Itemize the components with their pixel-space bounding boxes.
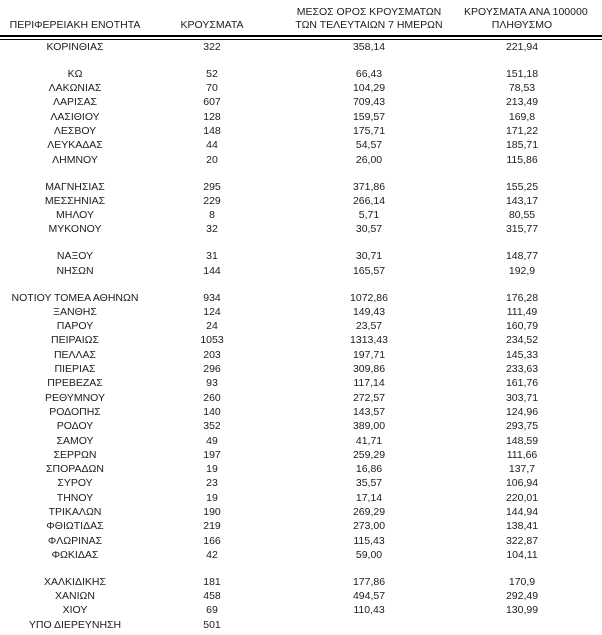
column-header-avg7 [274, 0, 464, 36]
table-row [0, 67, 602, 81]
table-row [0, 138, 602, 152]
cell-per100k: 78,53 [508, 82, 536, 95]
cell-avg7 [274, 618, 464, 632]
cell-per100k: 221,94 [505, 41, 539, 53]
table-row [0, 434, 602, 448]
cell-per100k: 138,41 [505, 520, 539, 533]
cell-avg7: 165,57 [352, 264, 386, 277]
cell-per100k: 148,77 [505, 250, 539, 263]
cell-avg7: 175,71 [352, 125, 386, 138]
table-row [0, 249, 602, 263]
cell-avg7: 17,14 [355, 491, 383, 504]
cell-per100k: 170,9 [508, 575, 536, 588]
cell-avg7: 266,14 [352, 194, 386, 207]
table-row [0, 95, 602, 109]
cell-cases: 181 [203, 575, 221, 588]
cell-cases: 166 [203, 534, 221, 547]
cell-per100k: 137,7 [508, 463, 536, 476]
cell-cases: 19 [206, 491, 218, 504]
cell-avg7: 110,43 [353, 604, 385, 617]
cell-cases: 501 [203, 618, 221, 631]
column-header-region [0, 0, 150, 36]
cell-avg7: 494,57 [352, 590, 386, 603]
cell-avg7: 197,71 [352, 348, 386, 361]
cell-cases: 69 [206, 604, 218, 617]
cell-per100k: 171,22 [505, 125, 539, 138]
cell-avg7: 41,71 [355, 434, 383, 447]
cell-cases: 458 [203, 590, 221, 603]
cell-avg7: 5,71 [358, 209, 380, 222]
cell-region: ΧΙΟΥ [62, 604, 88, 617]
cell-cases: 20 [206, 153, 218, 166]
cell-cases: 124 [203, 305, 221, 318]
cell-cases: 322 [203, 41, 221, 53]
cell-per100k: 111,49 [506, 305, 538, 318]
cell-avg7: 1072,86 [350, 291, 388, 304]
cell-region: ΡΕΘΥΜΝΟΥ [44, 391, 105, 404]
cell-avg7: 23,57 [355, 320, 383, 333]
cell-cases: 296 [203, 363, 221, 376]
table-row [0, 589, 602, 603]
table-row [0, 419, 602, 433]
table-row [0, 505, 602, 519]
table-row [0, 519, 602, 533]
cell-avg7: 177,86 [352, 575, 386, 588]
cell-region: ΚΩ [67, 67, 83, 80]
table-row [0, 333, 602, 347]
table-row [0, 40, 602, 55]
cell-region: ΠΕΛΛΑΣ [53, 348, 97, 361]
cell-cases: 190 [203, 505, 221, 518]
table-row [0, 603, 602, 617]
cell-region: ΛΗΜΝΟΥ [52, 153, 98, 166]
cell-cases: 31 [206, 250, 218, 263]
cell-avg7: 389,00 [352, 420, 386, 433]
spacer-row [0, 278, 602, 291]
table-row [0, 575, 602, 589]
table-header [0, 0, 602, 36]
cell-region: ΝΟΤΙΟΥ ΤΟΜΕΑ ΑΘΗΝΩΝ [11, 291, 139, 304]
cell-cases: 934 [203, 291, 221, 304]
cell-cases: 140 [203, 405, 221, 418]
cell-avg7: 16,86 [355, 463, 383, 476]
cell-region: ΦΛΩΡΙΝΑΣ [47, 534, 103, 547]
table-row [0, 362, 602, 376]
table-row [0, 194, 602, 208]
cell-per100k: 151,18 [505, 67, 539, 80]
cell-cases: 219 [203, 520, 221, 533]
cell-per100k: 80,55 [508, 209, 536, 222]
cell-avg7: 30,71 [355, 250, 383, 263]
cell-cases: 49 [206, 434, 218, 447]
table-row [0, 476, 602, 490]
cell-region: ΞΑΝΘΗΣ [53, 305, 97, 318]
cell-region: ΣΕΡΡΩΝ [53, 448, 97, 461]
cell-region: ΣΠΟΡΑΔΩΝ [46, 463, 104, 476]
cell-per100k: 315,77 [505, 223, 539, 236]
column-header-cases [150, 0, 274, 36]
cell-per100k: 234,52 [505, 334, 539, 347]
cell-avg7: 273,00 [352, 520, 386, 533]
cell-avg7: 149,43 [352, 305, 386, 318]
cell-avg7: 259,29 [352, 448, 386, 461]
cell-cases: 19 [206, 463, 218, 476]
cell-per100k: 145,33 [505, 348, 539, 361]
cell-per100k: 155,25 [505, 180, 539, 193]
table-row [0, 462, 602, 476]
cell-region: ΧΑΛΚΙΔΙΚΗΣ [44, 575, 106, 588]
table-row [0, 208, 602, 222]
cell-region: ΠΡΕΒΕΖΑΣ [47, 377, 103, 390]
cell-region: ΡΟΔΟΠΗΣ [49, 405, 101, 418]
spacer-cell [0, 167, 602, 180]
cell-per100k: 233,63 [505, 363, 539, 376]
cell-per100k: 143,17 [505, 194, 539, 207]
cell-region: ΦΩΚΙΔΑΣ [51, 548, 99, 561]
table-row [0, 110, 602, 124]
column-header-per100k [464, 0, 602, 36]
spacer-cell [0, 278, 602, 291]
cell-per100k: 130,99 [505, 604, 539, 617]
cell-cases: 607 [203, 96, 221, 109]
cell-avg7: 371,86 [352, 180, 386, 193]
cell-per100k: 160,79 [505, 320, 539, 333]
cell-region: ΜΗΛΟΥ [56, 209, 94, 222]
cell-per100k: 124,96 [505, 405, 539, 418]
table-row [0, 548, 602, 562]
cell-region: ΛΑΣΙΘΙΟΥ [50, 110, 100, 123]
cell-region: ΥΠΟ ΔΙΕΡΕΥΝΗΣΗ [28, 618, 122, 631]
cell-avg7: 66,43 [355, 67, 383, 80]
spacer-cell [0, 562, 602, 575]
cell-per100k: 104,11 [506, 548, 538, 561]
cell-per100k: 148,59 [505, 434, 539, 447]
cell-cases: 197 [203, 448, 221, 461]
cell-cases: 295 [203, 180, 221, 193]
cell-region: ΜΥΚΟΝΟΥ [48, 223, 102, 236]
column-header-line: ΤΩΝ ΤΕΛΕΥΤΑΙΩΝ 7 ΗΜΕΡΩΝ [295, 19, 443, 31]
spacer-cell [0, 54, 602, 67]
cell-avg7: 1313,43 [350, 334, 388, 347]
table-row [0, 391, 602, 405]
table-row [0, 81, 602, 95]
cell-avg7: 272,57 [352, 391, 386, 404]
cell-cases: 52 [206, 67, 218, 80]
cell-cases: 24 [206, 320, 218, 333]
spacer-cell [0, 237, 602, 250]
cell-avg7: 115,43 [353, 534, 385, 547]
cell-region: ΡΟΔΟΥ [56, 420, 94, 433]
cell-region: ΠΕΙΡΑΙΩΣ [51, 334, 99, 347]
cell-avg7: 709,43 [352, 96, 386, 109]
cell-avg7: 269,29 [352, 505, 386, 518]
cell-per100k: 192,9 [508, 264, 536, 277]
cell-cases: 70 [206, 82, 218, 95]
cell-per100k: 213,49 [505, 96, 539, 109]
cell-cases: 203 [203, 348, 221, 361]
cell-cases: 128 [203, 110, 221, 123]
table-row [0, 180, 602, 194]
table-row [0, 319, 602, 333]
spacer-row [0, 167, 602, 180]
table-row [0, 222, 602, 236]
cell-per100k [464, 618, 602, 632]
cell-region: ΛΑΚΩΝΙΑΣ [48, 82, 102, 95]
table-body [0, 36, 602, 632]
cell-per100k: 161,76 [505, 377, 539, 390]
cell-cases: 23 [206, 477, 218, 490]
cell-region: ΜΑΓΝΗΣΙΑΣ [45, 180, 105, 193]
cell-region: ΣΑΜΟΥ [56, 434, 94, 447]
cell-cases: 148 [203, 125, 221, 138]
cell-avg7: 159,57 [352, 110, 386, 123]
cell-region: ΣΥΡΟΥ [57, 477, 93, 490]
table-row [0, 534, 602, 548]
table-row [0, 491, 602, 505]
cell-region: ΤΡΙΚΑΛΩΝ [48, 505, 102, 518]
table-row [0, 153, 602, 167]
cell-region: ΛΕΣΒΟΥ [53, 125, 97, 138]
table-row [0, 124, 602, 138]
spacer-row [0, 562, 602, 575]
cell-region: ΠΑΡΟΥ [56, 320, 94, 333]
cell-cases: 229 [203, 194, 221, 207]
cell-cases: 32 [206, 223, 218, 236]
cell-cases: 144 [203, 264, 221, 277]
cell-per100k: 220,01 [505, 491, 539, 504]
cell-cases: 1053 [200, 334, 224, 347]
cell-avg7: 309,86 [352, 363, 386, 376]
cell-region: ΦΘΙΩΤΙΔΑΣ [46, 520, 104, 533]
cell-per100k: 169,8 [508, 110, 536, 123]
cell-avg7: 30,57 [355, 223, 383, 236]
cell-region: ΝΑΞΟΥ [56, 250, 94, 263]
column-header-line: ΠΕΡΙΦΕΡΕΙΑΚΗ ΕΝΟΤΗΤΑ [9, 19, 141, 31]
cell-region: ΠΙΕΡΙΑΣ [54, 363, 96, 376]
table-row [0, 291, 602, 305]
table-row [0, 448, 602, 462]
cell-cases: 93 [206, 377, 218, 390]
table-row [0, 305, 602, 319]
cell-per100k: 106,94 [505, 477, 539, 490]
cell-avg7: 104,29 [352, 82, 386, 95]
header-row [0, 0, 602, 36]
cell-per100k: 144,94 [505, 505, 539, 518]
column-header-line: ΚΡΟΥΣΜΑΤΑ ΑΝΑ 100000 [464, 6, 588, 18]
cell-avg7: 117,14 [353, 377, 385, 390]
cell-per100k: 292,49 [505, 590, 539, 603]
cell-per100k: 293,75 [505, 420, 539, 433]
table-row [0, 264, 602, 278]
table-row [0, 348, 602, 362]
column-header-line: ΚΡΟΥΣΜΑΤΑ [180, 19, 244, 31]
table-row [0, 405, 602, 419]
cell-region: ΛΑΡΙΣΑΣ [53, 96, 97, 109]
column-header-line: ΠΛΗΘΥΣΜΟ [491, 19, 553, 31]
cell-region: ΝΗΣΩΝ [56, 264, 94, 277]
cell-per100k: 303,71 [505, 391, 539, 404]
cell-avg7: 54,57 [355, 139, 383, 152]
cell-avg7: 59,00 [355, 548, 383, 561]
cell-region: ΧΑΝΙΩΝ [55, 590, 95, 603]
cell-per100k: 176,28 [505, 291, 539, 304]
cell-region: ΤΗΝΟΥ [56, 491, 94, 504]
table-row [0, 618, 602, 632]
table-row [0, 376, 602, 390]
cell-avg7: 358,14 [352, 41, 386, 53]
cell-per100k: 322,87 [505, 534, 539, 547]
cell-region: ΜΕΣΣΗΝΙΑΣ [44, 194, 106, 207]
cell-per100k: 185,71 [505, 139, 539, 152]
cell-cases: 44 [206, 139, 218, 152]
cell-cases: 8 [209, 209, 215, 222]
cell-avg7: 26,00 [355, 153, 383, 166]
cell-region: ΛΕΥΚΑΔΑΣ [47, 139, 103, 152]
cell-avg7: 143,57 [352, 405, 386, 418]
spacer-row [0, 237, 602, 250]
cell-cases: 352 [203, 420, 221, 433]
cell-per100k: 115,86 [506, 153, 538, 166]
cell-cases: 42 [206, 548, 218, 561]
column-header-line: ΜΕΣΟΣ ΟΡΟΣ ΚΡΟΥΣΜΑΤΩΝ [296, 6, 442, 18]
cell-avg7: 35,57 [355, 477, 383, 490]
spacer-row [0, 54, 602, 67]
cell-cases: 260 [203, 391, 221, 404]
cell-per100k: 111,66 [506, 448, 538, 461]
cell-region: ΚΟΡΙΝΘΙΑΣ [46, 41, 104, 53]
